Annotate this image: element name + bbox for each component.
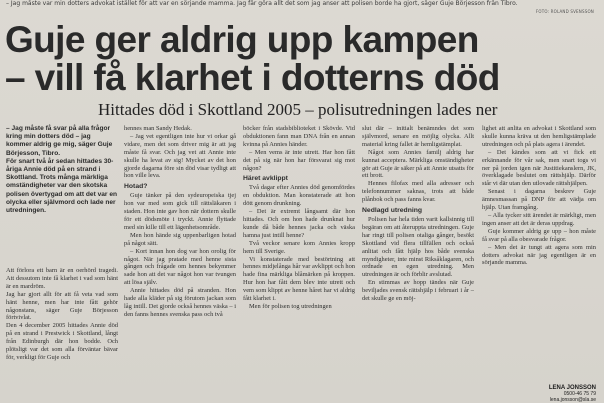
body-paragraph: – Jag vet egentligen inte hur vi orkar gå vidare, men det som driver mig är att jag måste få svar. Och jag vet att Annie inte skulle ha levat av sig! Mycket av det hon gjorde dagarna före sin död visar tydligt att hon ville leva.	[124, 132, 236, 180]
body-paragraph: Den 4 december 2005 hittades Annie död på en strand i Prestwick i Skottland, långt från Edinburgh där hon bodde. Och plötsligt var det som alla förväntar bävar för, verkligt för Guje och	[6, 322, 118, 361]
body-paragraph: – Kort innan hon dog var hon orolig för något. När jag pratade med henne sista gången och frågade om hennes bekymmer sade hon att det var något hon var tvungen att lösa själv.	[124, 247, 236, 287]
byline-email: lena.jonsson@sla.se	[549, 397, 596, 403]
headline-line-2: – vill få klarhet i dotterns död	[5, 57, 500, 98]
body-paragraph: Hennes filofax med alla adresser och telefonnummer saknas, trots att både plånbok och pass fanns kvar.	[362, 180, 474, 204]
body-paragraph: Polisen har hela tiden varit kallsinnig till begäran om att återuppta utredningen. Guje har ringt till polisen otaliga gånger, besökt Skottland vid flera tillfällen och också anlitat och fått hjälp hos både svenska myndigheter, inte minst Riksåklagaren, och ordnade en egen utredning. Men utredningen är och förblir avslutad.	[362, 215, 474, 279]
article-column-3	[243, 125, 355, 400]
body-paragraph: Jag har gjort allt för att få veta vad som hänt henne, men har inte fått gehör någonstans, säger Guje Börjesson förtvivlat.	[6, 290, 118, 322]
body-paragraph: Men hon hände sig uppenbarligen hotad på något sätt.	[124, 231, 236, 247]
body-paragraph: Men för polisen tog utredningen	[249, 302, 332, 310]
lead-summary: För snart två år sedan hittades 30-åriga Annie död på en strand i Skottland. Trots många märkliga omständigheter var den skotska polisen övertygad om att det var en olycka eller självmord och lade ner utredningen.	[6, 157, 118, 215]
body-paragraph: hennes man Sandy Hedak.	[124, 125, 192, 132]
body-paragraph: böcker från stadsbiblioteket i Skövde. Vid obduktionen fann man DNA från en annan kvinna på Annies händer.	[243, 125, 355, 148]
lead-paragraph	[6, 125, 118, 215]
body-paragraph: Två veckor senare kom Annies kropp hem till Sverige.	[243, 239, 355, 255]
article-column-1	[6, 267, 118, 400]
byline-phone: 0500-46 75 79	[563, 391, 596, 397]
photo-caption: – Jag måste var min dotters advokat istället för att var en sörjande mamma. Jag får göra allt det som jag anser att polisen borde ha gjort, säger Guje Börjesson från Tibro.	[6, 0, 518, 7]
lead-quote: – Jag måste få svar på alla frågor kring min dotters död – jag kommer aldrig ge mig, säger Guje Börjesson, Tibro.	[6, 125, 113, 157]
body-paragraph: Något som Annies familj aldrig har kunnat acceptera. Märkliga omständigheter gör att Guje är säker på att Annie utsatts för ett brott.	[362, 148, 474, 180]
section-subheading: Häret avklippt	[243, 175, 288, 183]
body-paragraph: Annie hittades död på stranden. Hon hade alla kläder på sig förutom jackan som låg intill. Det gjorde också hennes väska – i den fanns hennes svenska pass och två	[124, 287, 236, 318]
subheadline: Hittades död i Skottland 2005 – polisutredningen lades ner	[98, 100, 498, 119]
headline	[5, 21, 603, 97]
body-paragraph: – Men det är tungt att agera som min dotters advokat när jag egentligen är en sörjande mamma.	[482, 243, 596, 267]
body-paragraph: lighet att anlita en advokat i Skottland som skulle kunna kräva ut den hemligstämplade utredningen och på plats agera i ärendet.	[482, 125, 596, 148]
body-paragraph: Guje tänker på den sydeuropeiska tjej hon var med som gick till rättsläkaren i staden. Hon inte gav hon när dottern skulle för ett dödsmöte i tryckt. Annie flyttade med sin kille till ett lägenhetsområde.	[124, 192, 236, 231]
body-paragraph: En stimmas av hopp tändes när Guje beviljades svensk rättshjälp i februari i år – det skulle ge en möj-	[362, 279, 474, 303]
body-paragraph: – Det kändes som att vi fick ett erkännande för vår sak, men snart togs vi ner på jorden igen när Justitiekanslern, JK, överklagade beslutet om rättshjälp. Därför står vi där utan den utlovade rättshjälpen.	[482, 148, 596, 188]
body-paragraph: slut där – initialt benämndes det som självmord, senare en möjlig olycka. Allt material kring fallet är hemligstämplat.	[362, 125, 474, 148]
article-column-2	[124, 125, 236, 400]
body-paragraph: Två dagar efter Annies död genomfördes en obduktion. Man konstaterade att hon dött genom drunkning.	[243, 184, 355, 208]
byline-name: LENA JONSSON	[548, 385, 596, 391]
body-paragraph: Att förlora ett barn är en oerhörd tragedi. Att dessutom inte få klarhet i vad som hänt är en mardröm.	[6, 267, 118, 290]
section-subheading: Hotad?	[124, 183, 148, 191]
body-paragraph: – Men vems är inte utrett. Har hon fått det på sig när hon har försvarat sig mot någon?	[243, 148, 355, 172]
body-paragraph: Guje kommer aldrig ge upp – hon måste få svar på alla obesvarade frågor.	[482, 227, 596, 243]
photo-credit: FOTO: ROLAND SVENSSON	[535, 9, 594, 14]
body-paragraph: Vi konstaterade med bestörtning att hennes midjelånga hår var avklippt och hon hade fina märkliga blåmärken på kroppen. Hur hon har fått dem blev inte utrett och vem som klippt av henne håret har vi aldrig fått klarhet i.	[243, 255, 355, 303]
article-column-5	[482, 125, 596, 383]
byline	[482, 383, 596, 403]
body-paragraph: – Det är extremt långsamt där hon hittades. Och om hon hade drunknat hur kunde då både hennes jacka och väska hamna just intill henne?	[243, 208, 355, 239]
section-subheading: Nedlagd utredning	[362, 207, 423, 215]
body-paragraph: Senast i dagarna beskrev Guje ämnesmassan på DNP för att vädja om hjälp. Utan framgång.	[482, 188, 596, 212]
body-paragraph: – Alla tycker sitt ärendet är märkligt, men ingen anser att det är deras uppdrag.	[482, 211, 596, 227]
headline-line-1: Guje ger aldrig upp kampen	[5, 19, 479, 60]
article-column-4	[362, 125, 474, 400]
